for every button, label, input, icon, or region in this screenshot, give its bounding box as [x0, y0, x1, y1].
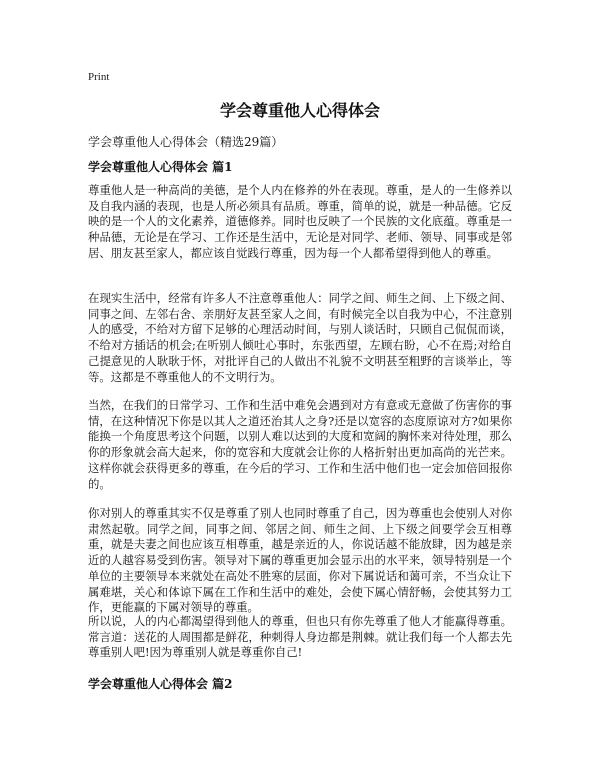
paragraph: 当然，在我们的日常学习、工作和生活中难免会遇到对方有意或无意做了伤害你的事情，在这种情况下你是以其人之道还治其人之身?还是以宽容的态度原谅对方?如果你能换一个角度思考这个问题，以别人难以达到的大度和宽阔的胸怀来对待处理，那么你的形象就会高大起来，你的宽容和大度就会让你的人格折射出更加高尚的光芒来。这样你就会获得更多的尊重，在今后的学习、工作和生活中他们也一定会加倍回报你的。 [88, 398, 512, 491]
document-subtitle: 学会尊重他人心得体会（精选29篇） [88, 135, 284, 149]
paragraph: 尊重他人是一种高尚的美德，是个人内在修养的外在表现。尊重，是人的一生修养以及自我内涵的表现，也是人所必须具有品质。尊重，简单的说，就是一种品德。它反映的是一个人的文化素养，道德修养。同时也反映了一个民族的文化底蕴。尊重是一种品德，无论是在学习、工作还是生活中，无论是对同学、老师、领导、同事或是邻居、朋友甚至家人，都应该自觉践行尊重，因为每一个人都希望得到他人的尊重。 [88, 183, 512, 260]
section-heading-1: 学会尊重他人心得体会 篇1 [88, 160, 233, 174]
document-title: 学会尊重他人心得体会 [219, 101, 380, 120]
print-link[interactable]: Print [88, 71, 110, 83]
paragraph: 你对别人的尊重其实不仅是尊重了别人也同时尊重了自己，因为尊重也会使别人对你肃然起敬。同学之间，同事之间、邻居之间、师生之间、上下级之间要学会互相尊重，就是夫妻之间也应该互相尊重，越是亲近的人，你说话越不能放肆，因为越是亲近的人越容易受到伤害。领导对下属的尊重更加会显示出的水平来，领导特别是一个单位的主要领导本来就处在高处不胜寒的层面，你对下属说话和蔼可亲，不当众让下属难堪，关心和体谅下属在工作和生活中的难处，会使下属心情舒畅，会使其努力工作，更能赢的下属对领导的尊重。 [88, 506, 512, 615]
paragraph: 所以说，人的内心都渴望得到他人的尊重，但也只有你先尊重了他人才能赢得尊重。常言道：送花的人周围都是鲜花，种刺得人身边都是荆棘。就让我们每一个人都去先尊重别人吧!因为尊重别人就是尊重你自己! [88, 614, 512, 660]
section-heading-2: 学会尊重他人心得体会 篇2 [88, 677, 233, 691]
paragraph: 在现实生活中，经常有许多人不注意尊重他人：同学之间、师生之间、上下级之间、同事之间、左邻右舍、亲朋好友甚至家人之间，有时候完全以自我为中心，不注意别人的感受，不给对方留下足够的心理活动时间，与别人谈话时，只顾自己侃侃而谈，不给对方插话的机会;在听别人倾吐心事时，东张西望，左顾右盼，心不在焉;对给自己提意见的人耿耿于怀，对批评自己的人做出不礼貌不文明甚至粗野的言谈举止，等等。这都是不尊重他人的不文明行为。 [88, 291, 512, 384]
